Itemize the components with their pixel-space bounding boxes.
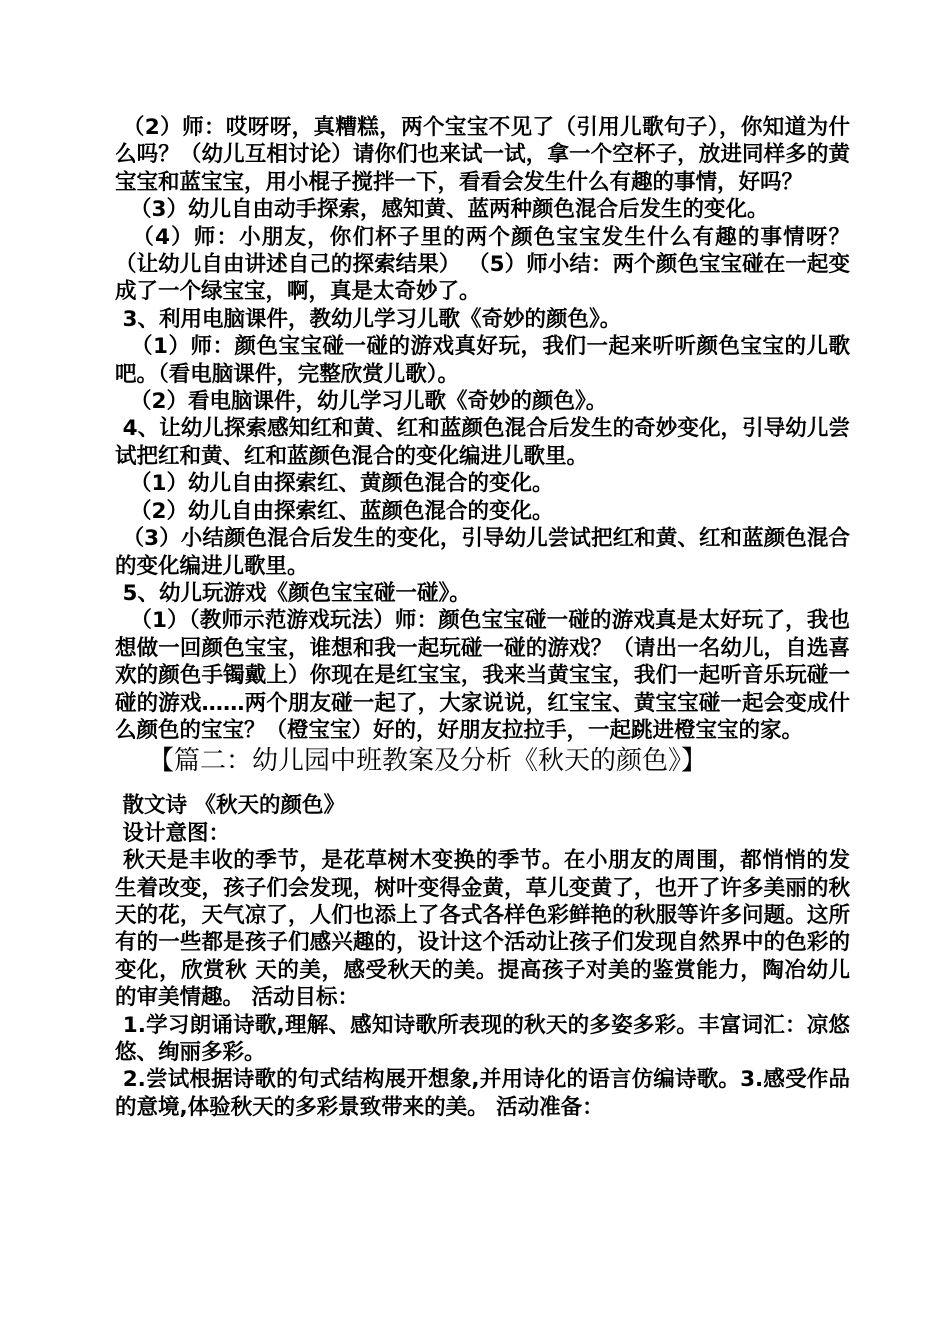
section-heading: 【篇二：幼儿园中班教案及分析《秋天的颜色》】 — [115, 746, 708, 777]
paragraph: （3）小结颜色混合后发生的变化，引导幼儿尝试把红和黄、红和蓝颜色混合的变化编进儿歌里。 — [115, 526, 850, 579]
paragraph: （1）（教师示范游戏玩法）师：颜色宝宝碰一碰的游戏真是太好玩了，我也想做一回颜色宝宝，谁想和我一起玩碰一碰的游戏？（请出一名幼儿，自选喜欢的颜色手镯戴上）你现在是红宝宝，我来当黄宝宝，我们一起听音乐玩碰一碰的游戏……两个朋友碰一起了，大家说说，红宝宝、黄宝宝碰一起会变成什么颜色的宝宝？（橙宝宝）好的，好朋友拉拉手，一起跳进橙宝宝的家。 — [115, 608, 850, 743]
lesson-plan-part-two — [115, 792, 850, 1121]
paragraph: 4、让幼儿探索感知红和黄、红和蓝颜色混合后发生的奇妙变化，引导幼儿尝试把红和黄、红和蓝颜色混合的变化编进儿歌里。 — [115, 416, 850, 469]
paragraph: 散文诗 《秋天的颜色》 — [115, 793, 345, 819]
paragraph: 3、利用电脑课件，教幼儿学习儿歌《奇妙的颜色》。 — [115, 306, 622, 332]
paragraph: （2）幼儿自由探索红、蓝颜色混合的变化。 — [115, 498, 554, 524]
paragraph: 设计意图： — [115, 820, 231, 846]
paragraph: （1）幼儿自由探索红、黄颜色混合的变化。 — [115, 471, 554, 497]
paragraph: （1）师：颜色宝宝碰一碰的游戏真好玩，我们一起来听听颜色宝宝的儿歌吧。（看电脑课件，完整欣赏儿歌）。 — [115, 334, 850, 387]
paragraph: （3）幼儿自由动手探索，感知黄、蓝两种颜色混合后发生的变化。 — [115, 197, 769, 223]
paragraph: （4）师：小朋友，你们杯子里的两个颜色宝宝发生什么有趣的事情呀？（让幼儿自由讲述自己的探索结果） （5）师小结：两个颜色宝宝碰在一起变成了一个绿宝宝，啊，真是太奇妙了。 — [115, 224, 850, 305]
paragraph: （2）看电脑课件，幼儿学习儿歌《奇妙的颜色》。 — [115, 389, 608, 415]
paragraph: 2.尝试根据诗歌的句式结构展开想象,并用诗化的语言仿编诗歌。3.感受作品的意境,体验秋天的多彩景致带来的美。 活动准备： — [115, 1067, 850, 1120]
paragraph: 5、幼儿玩游戏《颜色宝宝碰一碰》。 — [115, 580, 471, 606]
paragraph: 秋天是丰收的季节，是花草树木变换的季节。在小朋友的周围，都悄悄的发生着改变，孩子们会发现，树叶变得金黄，草儿变黄了，也开了许多美丽的秋天的花，天气凉了，人们也添上了各式各样色彩鲜艳的秋服等许多问题。这所有的一些都是孩子们感兴趣的，设计这个活动让孩子们发现自然界中的色彩的变化，欣赏秋 天的美，感受秋天的美。提高孩子对美的鉴赏能力，陶冶幼儿的审美情趣。 活动目标： — [115, 848, 850, 1011]
lesson-plan-part-one — [115, 114, 850, 744]
document-page — [115, 114, 850, 1121]
paragraph: 1.学习朗诵诗歌,理解、感知诗歌所表现的秋天的多姿多彩。丰富词汇：凉悠悠、绚丽多彩。 — [115, 1012, 850, 1065]
spacer — [115, 778, 850, 792]
paragraph: （2）师：哎呀呀，真糟糕，两个宝宝不见了（引用儿歌句子），你知道为什么吗？（幼儿互相讨论）请你们也来试一试，拿一个空杯子，放进同样多的黄宝宝和蓝宝宝，用小棍子搅拌一下，看看会发生什么有趣的事情，好吗？ — [115, 115, 850, 195]
